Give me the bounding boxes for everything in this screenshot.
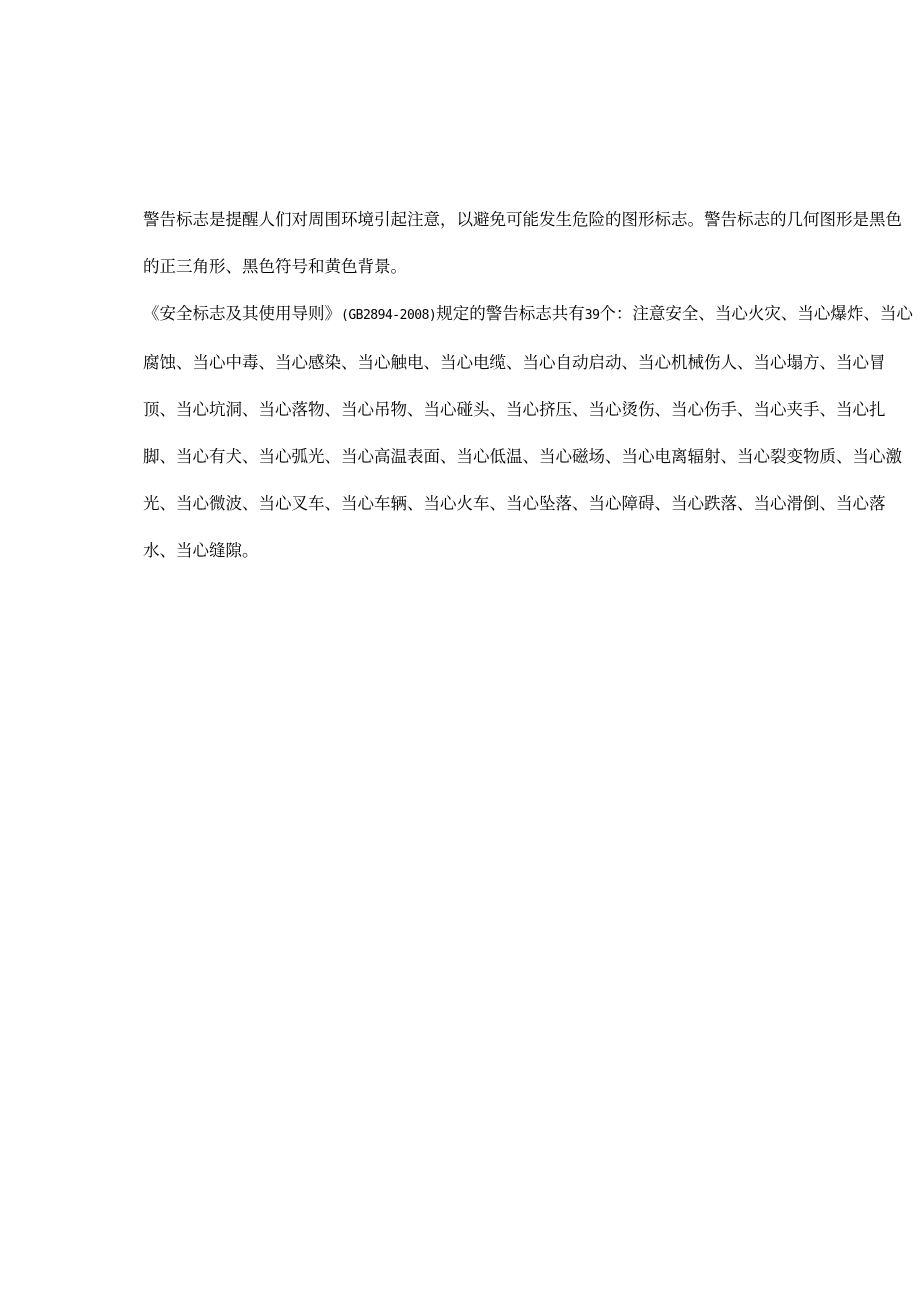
standard-code: (GB2894-2008) [341,308,437,323]
standard-title: 《安全标志及其使用导则》 [143,304,341,323]
paragraph-middle-text: 规定的警告标志共有 [436,304,585,323]
paragraph-warning-sign-list [143,290,915,574]
warning-sign-count: 39 [584,308,600,323]
warning-sign-list-text: 个：注意安全、当心火灾、当心爆炸、当心腐蚀、当心中毒、当心感染、当心触电、当心电缆、当心自动启动、当心机械伤人、当心塌方、当心冒顶、当心坑洞、当心落物、当心吊物、当心碰头、当心挤压、当心烫伤、当心伤手、当心夹手、当心扎脚、当心有犬、当心弧光、当心高温表面、当心低温、当心磁场、当心电离辐射、当心裂变物质、当心激光、当心微波、当心叉车、当心车辆、当心火车、当心坠落、当心障碍、当心跌落、当心滑倒、当心落水、当心缝隙。 [143,304,913,560]
paragraph-warning-sign-definition: 警告标志是提醒人们对周围环境引起注意，以避免可能发生危险的图形标志。警告标志的几何图形是黑色的正三角形、黑色符号和黄色背景。 [143,210,902,276]
document-body [143,196,915,574]
